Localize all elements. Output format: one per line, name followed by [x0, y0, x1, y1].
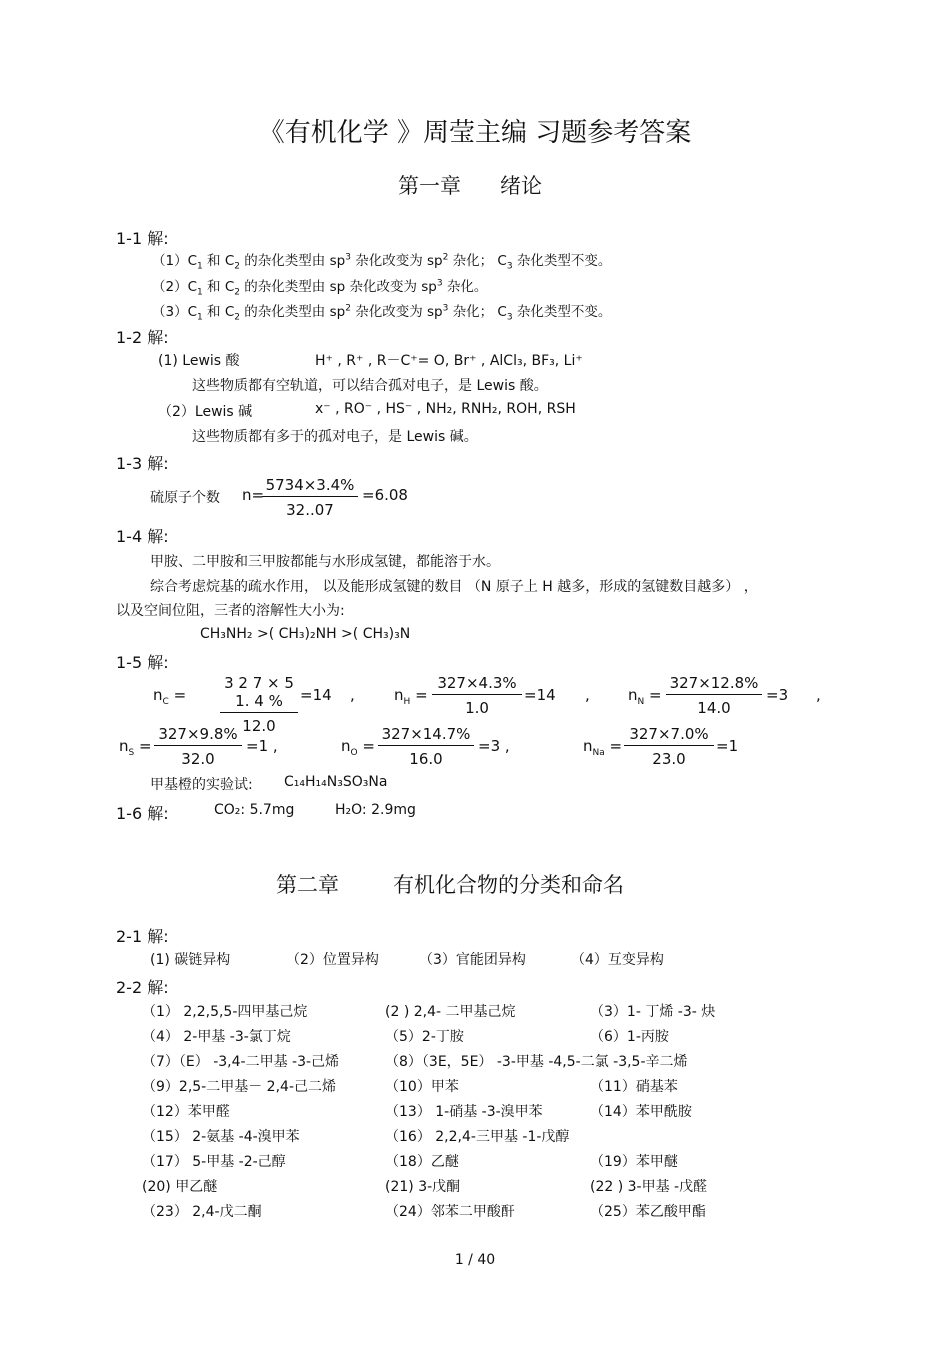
lewis-acid-label: (1) Lewis 酸: [158, 353, 240, 369]
element-count-fraction: [378, 725, 474, 768]
element-count-label: [153, 686, 186, 707]
compound-name: （16） 2,2,4-三甲基 -1-戊醇: [385, 1129, 570, 1145]
fraction-denominator: 32..07: [286, 501, 334, 519]
solubility-order: CH₃NH₂ >( CH₃)₂NH >( CH₃)₃N: [200, 626, 411, 642]
lewis-acid-list: H⁺ , R⁺ , R－C⁺= O, Br⁺ , AlCl₃, BF₃, Li⁺: [315, 353, 583, 369]
q1-6-heading: 1-6 解:: [116, 804, 169, 823]
q1-4-line3: 以及空间位阻，三者的溶解性大小为:: [116, 603, 345, 619]
n-symbol: n: [119, 737, 129, 755]
fraction-numerator: 327×7.0%: [624, 725, 714, 746]
q1-5-heading: 1-5 解:: [116, 653, 169, 672]
n-symbol: n: [394, 686, 404, 704]
compound-name: （5）2-丁胺: [385, 1029, 464, 1045]
q1-1-text-s1: 1: [197, 287, 203, 298]
separator-comma: ,: [816, 686, 821, 704]
q1-1-text-sup1: 3: [345, 252, 351, 263]
q2-2-heading: 2-2 解:: [116, 978, 169, 997]
compound-name: （6）1-丙胺: [590, 1029, 669, 1045]
sulfur-fraction: [262, 476, 358, 519]
q1-1-text-end: 杂化类型不变。: [512, 253, 612, 269]
lewis-base-label: （2）Lewis 碱: [158, 404, 253, 420]
element-count-label: [341, 737, 375, 758]
compound-name: （15） 2-氨基 -4-溴甲苯: [142, 1129, 300, 1145]
fraction-numerator: 327×4.3%: [432, 674, 522, 695]
compound-name: （14）苯甲酰胺: [590, 1104, 692, 1120]
q1-1-text-sup2: 2: [442, 252, 449, 263]
q1-1-text-end: 杂化类型不变。: [512, 304, 612, 320]
q1-1-text-sup2: 3: [442, 303, 449, 314]
q2-1-heading: 2-1 解:: [116, 927, 169, 946]
q1-1-text-m2: 的杂化类型由 sp: [240, 253, 346, 269]
equals-sign: =: [134, 737, 152, 755]
q1-1-text-m3: 杂化改变为 sp: [350, 253, 443, 269]
formula-label: 甲基橙的实验试:: [150, 777, 253, 793]
q1-1-text-m1: 和 C: [202, 253, 235, 269]
isomer-type-4: （4）互变异构: [571, 952, 664, 968]
isomer-type-3: （3）官能团异构: [419, 952, 526, 968]
element-count-label: [583, 737, 622, 758]
q1-4-line1: 甲胺、二甲胺和三甲胺都能与水形成氢键，都能溶于水。: [150, 554, 500, 570]
compound-name: （23） 2,4-戊二酮: [142, 1204, 262, 1220]
fraction-denominator: 1.0: [465, 699, 489, 717]
fraction-numerator: 327×14.7%: [378, 725, 474, 746]
sulfur-result: =6.08: [362, 486, 408, 504]
q1-1-text-s3: 3: [506, 261, 513, 272]
compound-name: （25）苯乙酸甲酯: [590, 1204, 706, 1220]
chapter2-label: 第二章: [276, 873, 339, 897]
equals-sign: =: [604, 737, 623, 755]
element-count-result: =14: [524, 686, 556, 704]
fraction-numerator: 327×12.8%: [666, 674, 762, 695]
lewis-base-list: x⁻ , RO⁻ , HS⁻ , NH₂, RNH₂, ROH, RSH: [315, 401, 576, 417]
q1-1-line: [152, 300, 611, 323]
q1-1-text-s3: 3: [506, 312, 513, 323]
fraction-numerator: 5734×3.4%: [262, 476, 358, 497]
document-title: 《有机化学 》周莹主编 习题参考答案: [258, 118, 692, 148]
isomer-type-2: （2）位置异构: [286, 952, 379, 968]
q1-1-text-pre: （3）C: [152, 304, 198, 320]
page-number: 1 / 40: [454, 1252, 496, 1268]
element-symbol: H: [403, 697, 411, 707]
chapter1-label: 第一章: [398, 174, 461, 198]
compound-name: （18）乙醚: [385, 1154, 459, 1170]
element-count-result: =14: [300, 686, 332, 704]
q1-1-heading: 1-1 解:: [116, 229, 169, 248]
separator-comma: ,: [350, 686, 355, 704]
element-symbol: O: [350, 748, 358, 758]
element-count-fraction: [432, 674, 522, 717]
q1-4-line2: 综合考虑烷基的疏水作用， 以及能形成氢键的数目 （N 原子上 H 越多，形成的氢键数目越多） ，: [150, 579, 758, 595]
n-equals: n=: [242, 486, 265, 504]
q1-1-text-s2: 2: [234, 312, 240, 323]
equals-sign: =: [410, 686, 428, 704]
compound-name: （17） 5-甲基 -2-己醇: [142, 1154, 286, 1170]
compound-name: （9）2,5-二甲基－ 2,4-己二烯: [142, 1079, 336, 1095]
element-count-result: =3: [766, 686, 789, 704]
fraction-denominator: 14.0: [697, 699, 731, 717]
q1-2-heading: 1-2 解:: [116, 328, 169, 347]
compound-name: （3）1- 丁烯 -3- 炔: [590, 1004, 716, 1020]
q1-1-text-s1: 1: [197, 312, 203, 323]
q1-1-text-m4: 杂化； C: [448, 304, 507, 320]
compound-name: （12）苯甲醛: [142, 1104, 230, 1120]
q1-1-text-m4: 杂化； C: [448, 253, 507, 269]
sulfur-count-label: 硫原子个数: [150, 490, 220, 506]
element-symbol: Na: [592, 748, 605, 758]
element-count-result: =3 ,: [478, 737, 510, 755]
chapter1-name: 绪论: [500, 174, 542, 198]
fraction-numerator: 327×9.8%: [154, 725, 242, 746]
q1-1-text-end: 杂化。: [442, 279, 488, 295]
q1-1-text-m3: 杂化改变为 sp: [350, 304, 443, 320]
compound-name: (21) 3-戊酮: [385, 1179, 461, 1195]
fraction-numerator: 3 2 7 × 5 1. 4 %: [220, 674, 298, 713]
q1-1-text-m1: 和 C: [202, 304, 235, 320]
methyl-orange-formula: C₁₄H₁₄N₃SO₃Na: [284, 774, 388, 790]
compound-name: （8）（3E，5E） -3-甲基 -4,5-二氯 -3,5-辛二烯: [385, 1054, 688, 1070]
lewis-acid-note: 这些物质都有空轨道，可以结合孤对电子，是 Lewis 酸。: [192, 378, 548, 394]
element-count-label: [394, 686, 428, 707]
compound-name: (2 ) 2,4- 二甲基己烷: [385, 1004, 516, 1020]
n-symbol: n: [341, 737, 351, 755]
q1-1-text-sup2: 3: [436, 278, 443, 289]
fraction-denominator: 16.0: [409, 750, 443, 768]
co2-mass: CO₂: 5.7mg: [214, 802, 295, 818]
q1-1-text-s1: 1: [197, 261, 203, 272]
q1-1-line: [152, 275, 487, 298]
compound-name: （11）硝基苯: [590, 1079, 678, 1095]
separator-comma: ,: [585, 686, 590, 704]
compound-name: （10）甲苯: [385, 1079, 459, 1095]
equals-sign: =: [357, 737, 375, 755]
equals-sign: =: [644, 686, 662, 704]
q1-3-heading: 1-3 解:: [116, 454, 169, 473]
isomer-type-1: (1) 碳链异构: [150, 952, 231, 968]
equals-sign: =: [168, 686, 187, 704]
compound-name: （4） 2-甲基 -3-氯丁烷: [142, 1029, 291, 1045]
q1-1-text-pre: （2）C: [152, 279, 198, 295]
n-symbol: n: [583, 737, 593, 755]
compound-name: （19）苯甲醚: [590, 1154, 678, 1170]
n-symbol: n: [153, 686, 163, 704]
lewis-base-note: 这些物质都有多于的孤对电子，是 Lewis 碱。: [192, 429, 478, 445]
element-count-result: =1 ,: [246, 737, 278, 755]
element-count-fraction: [154, 725, 242, 768]
fraction-denominator: 32.0: [181, 750, 215, 768]
element-count-fraction: [666, 674, 762, 717]
compound-name: (20) 甲乙醚: [142, 1179, 218, 1195]
fraction-denominator: 23.0: [652, 750, 686, 768]
q1-1-text-s2: 2: [234, 261, 240, 272]
q1-4-heading: 1-4 解:: [116, 527, 169, 546]
chapter2-name: 有机化合物的分类和命名: [393, 873, 624, 897]
q1-1-text-s2: 2: [234, 287, 240, 298]
q1-1-text-m2: 的杂化类型由 sp: [240, 304, 346, 320]
q1-1-line: [152, 249, 611, 272]
q1-1-text-m1: 和 C: [202, 279, 235, 295]
q1-1-text-sup1: 2: [345, 303, 351, 314]
element-count-label: [628, 686, 662, 707]
element-count-fraction: [624, 725, 714, 768]
element-count-label: [119, 737, 152, 758]
compound-name: （24）邻苯二甲酸酐: [385, 1204, 515, 1220]
element-symbol: N: [637, 697, 645, 707]
q1-1-text-m2: 的杂化类型由 sp 杂化改变为 sp: [240, 279, 437, 295]
compound-name: (22 ) 3-甲基 -戊醛: [590, 1179, 708, 1195]
compound-name: （7）（E） -3,4-二甲基 -3-己烯: [142, 1054, 340, 1070]
compound-name: （1） 2,2,5,5-四甲基己烷: [142, 1004, 308, 1020]
h2o-mass: H₂O: 2.9mg: [335, 802, 416, 818]
element-count-result: =1: [716, 737, 739, 755]
element-symbol: C: [162, 697, 169, 707]
compound-name: （13） 1-硝基 -3-溴甲苯: [385, 1104, 543, 1120]
element-symbol: S: [128, 748, 135, 758]
q1-1-text-pre: （1）C: [152, 253, 198, 269]
n-symbol: n: [628, 686, 638, 704]
fraction-denominator: 12.0: [242, 717, 276, 735]
